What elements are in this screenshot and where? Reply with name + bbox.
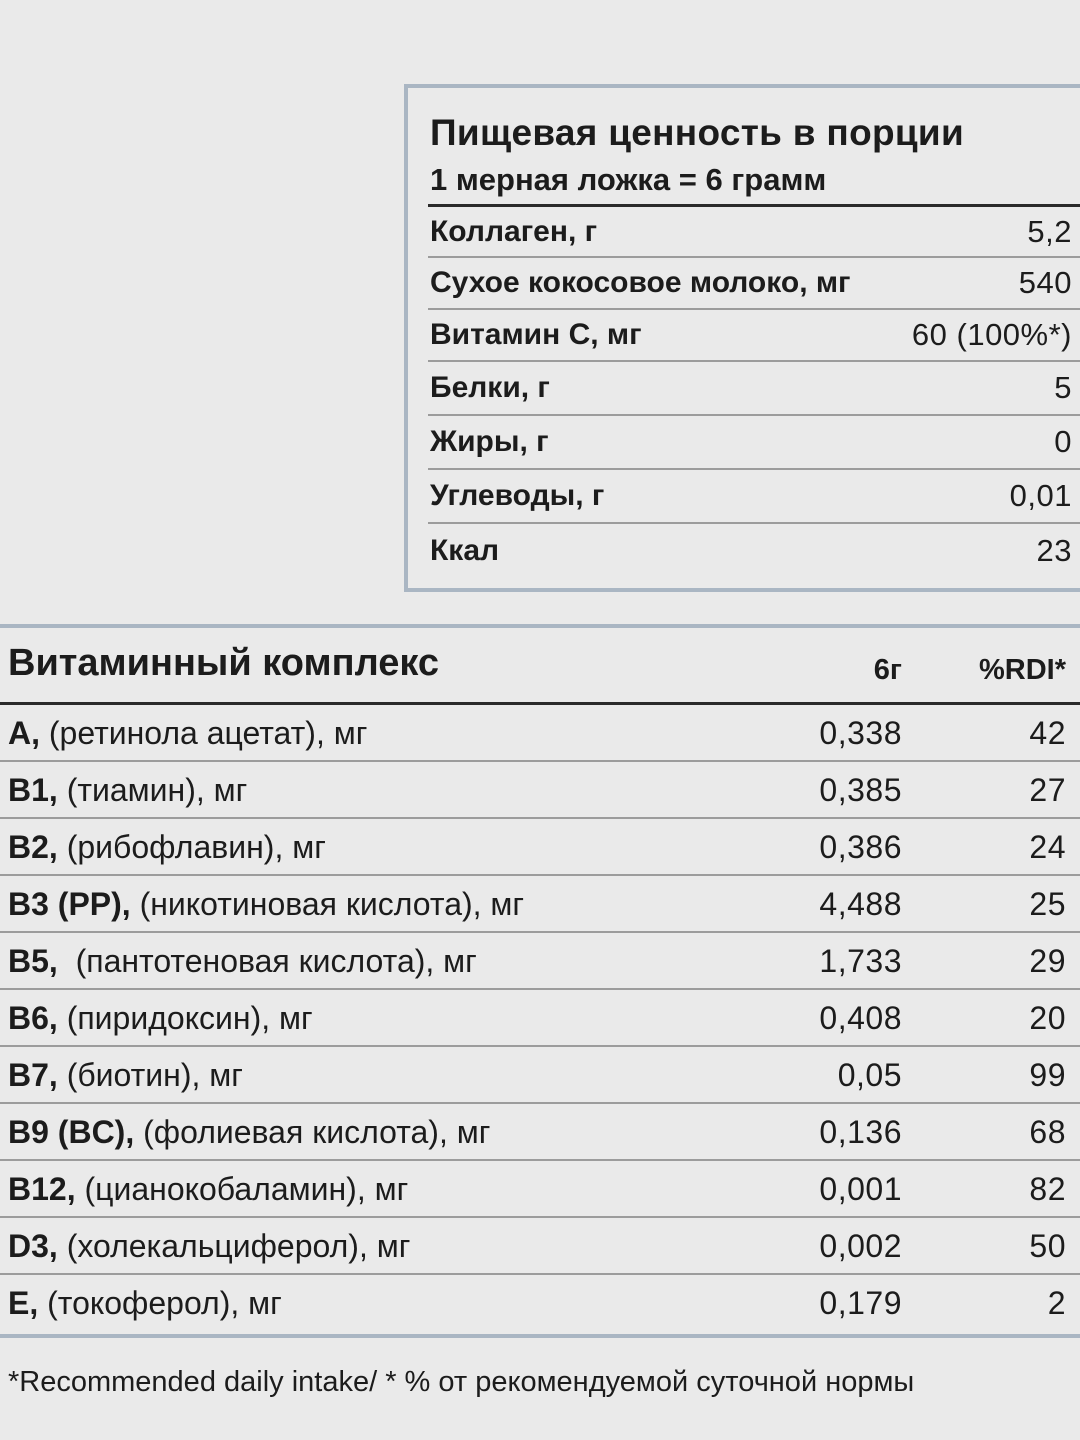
vitamin-code: B9 (BC), [8,1114,135,1150]
nutrition-label: Белки, г [430,371,550,404]
vitamin-code: B7, [8,1057,58,1093]
vitamin-desc: (ретинола ацетат), мг [40,715,368,751]
vitamin-name [8,943,477,980]
nutrition-row-kcal [428,522,1080,578]
nutrition-value: 540 [1018,265,1072,300]
vitamin-dose: 0,408 [819,1000,902,1036]
table-row [0,819,1080,876]
table-row [0,1275,1080,1332]
vitamin-desc: (пантотеновая кислота), мг [57,943,477,979]
vitamin-code: E, [8,1285,39,1321]
table-row [0,1218,1080,1275]
nutrition-value: 5 [1054,370,1072,405]
vitamin-name [8,1114,490,1151]
vitamin-rdi: 82 [1029,1171,1066,1207]
nutrition-value: 0 [1054,424,1072,459]
nutrition-label: Витамин С, мг [430,318,642,351]
vitamin-desc: (фолиевая кислота), мг [134,1114,491,1150]
vitamin-dose: 0,338 [819,715,902,751]
vitamin-rows [0,702,1080,1332]
nutrition-row-vitamin-c [428,308,1080,360]
vitamin-rdi: 20 [1029,1000,1066,1036]
vitamin-desc: (тиамин), мг [57,772,248,808]
vitamin-desc: (цианокобаламин), мг [75,1171,409,1207]
nutrition-value: 60 (100%*) [911,317,1072,352]
vitamin-dose: 0,179 [819,1285,902,1321]
vitamin-dose: 0,001 [819,1171,902,1207]
vitamin-name [8,886,524,923]
table-row [0,933,1080,990]
vitamin-code: B12, [8,1171,76,1207]
nutrition-label: Ккал [430,534,500,567]
vitamin-desc: (холекальциферол), мг [57,1228,411,1264]
nutrition-label: Жиры, г [430,425,549,458]
vitamin-rdi: 25 [1029,886,1066,922]
vitamin-desc: (пиридоксин), мг [57,1000,313,1036]
vitamin-rdi: 99 [1029,1057,1066,1093]
nutrition-row-protein [428,360,1080,414]
nutrition-facts-box [404,84,1080,592]
vitamin-code: B3 (PP), [8,886,131,922]
nutrition-label: Коллаген, г [430,214,598,248]
vitamin-table-header [0,642,1080,702]
table-row [0,705,1080,762]
table-row [0,762,1080,819]
vitamin-dose: 0,136 [819,1114,902,1150]
nutrition-row-coconut-milk [428,256,1080,308]
vitamin-desc: (никотиновая кислота), мг [130,886,525,922]
vitamin-name [8,1285,282,1322]
vitamin-dose: 1,733 [819,943,902,979]
table-row [0,1104,1080,1161]
vitamin-dose: 0,05 [837,1057,902,1093]
vitamin-rdi: 50 [1029,1228,1066,1264]
vitamin-code: B1, [8,772,58,808]
vitamin-dose: 0,002 [819,1228,902,1264]
nutrition-value: 0,01 [1009,478,1072,513]
table-row [0,990,1080,1047]
table-row [0,1047,1080,1104]
nutrition-value: 5,2 [1027,213,1072,249]
vitamin-code: A, [8,715,40,751]
vitamin-code: B2, [8,829,58,865]
nutrition-row-fat [428,414,1080,468]
nutrition-row-carbs [428,468,1080,522]
vitamin-name [8,1171,408,1208]
table-row [0,876,1080,933]
vitamin-desc: (рибофлавин), мг [57,829,326,865]
nutrition-title: Пищевая ценность в порции [430,112,965,153]
vitamin-dose: 0,386 [819,829,902,865]
vitamin-code: B5, [8,943,58,979]
vitamin-desc: (токоферол), мг [38,1285,282,1321]
vitamin-rdi: 42 [1029,715,1066,751]
vitamin-dose: 4,488 [819,886,902,922]
vitamin-code: D3, [8,1228,58,1264]
nutrition-label: Сухое кокосовое молоко, мг [430,266,851,299]
column-header-dose: 6г [873,654,902,686]
table-row [0,1161,1080,1218]
vitamin-code: B6, [8,1000,58,1036]
nutrition-rows [428,204,1080,578]
vitamin-name [8,1228,410,1265]
vitamin-table [0,624,1080,1338]
nutrition-row-collagen [428,204,1080,256]
column-header-rdi: %RDI* [978,654,1066,686]
vitamin-name [8,715,367,752]
vitamin-rdi: 27 [1029,772,1066,808]
vitamin-rdi: 2 [1047,1285,1066,1321]
vitamin-name [8,1000,313,1037]
serving-size: 1 мерная ложка = 6 грамм [430,162,827,197]
vitamin-rdi: 29 [1029,943,1066,979]
vitamin-table-title: Витаминный комплекс [8,642,440,684]
nutrition-label: Углеводы, г [430,479,605,512]
vitamin-name [8,829,326,866]
vitamin-name [8,1057,243,1094]
vitamin-dose: 0,385 [819,772,902,808]
vitamin-rdi: 68 [1029,1114,1066,1150]
nutrition-value: 23 [1036,533,1072,568]
vitamin-desc: (биотин), мг [57,1057,243,1093]
footnote: *Recommended daily intake/ * % от рекомендуемой суточной нормы [8,1366,915,1398]
vitamin-rdi: 24 [1029,829,1066,865]
vitamin-name [8,772,247,809]
